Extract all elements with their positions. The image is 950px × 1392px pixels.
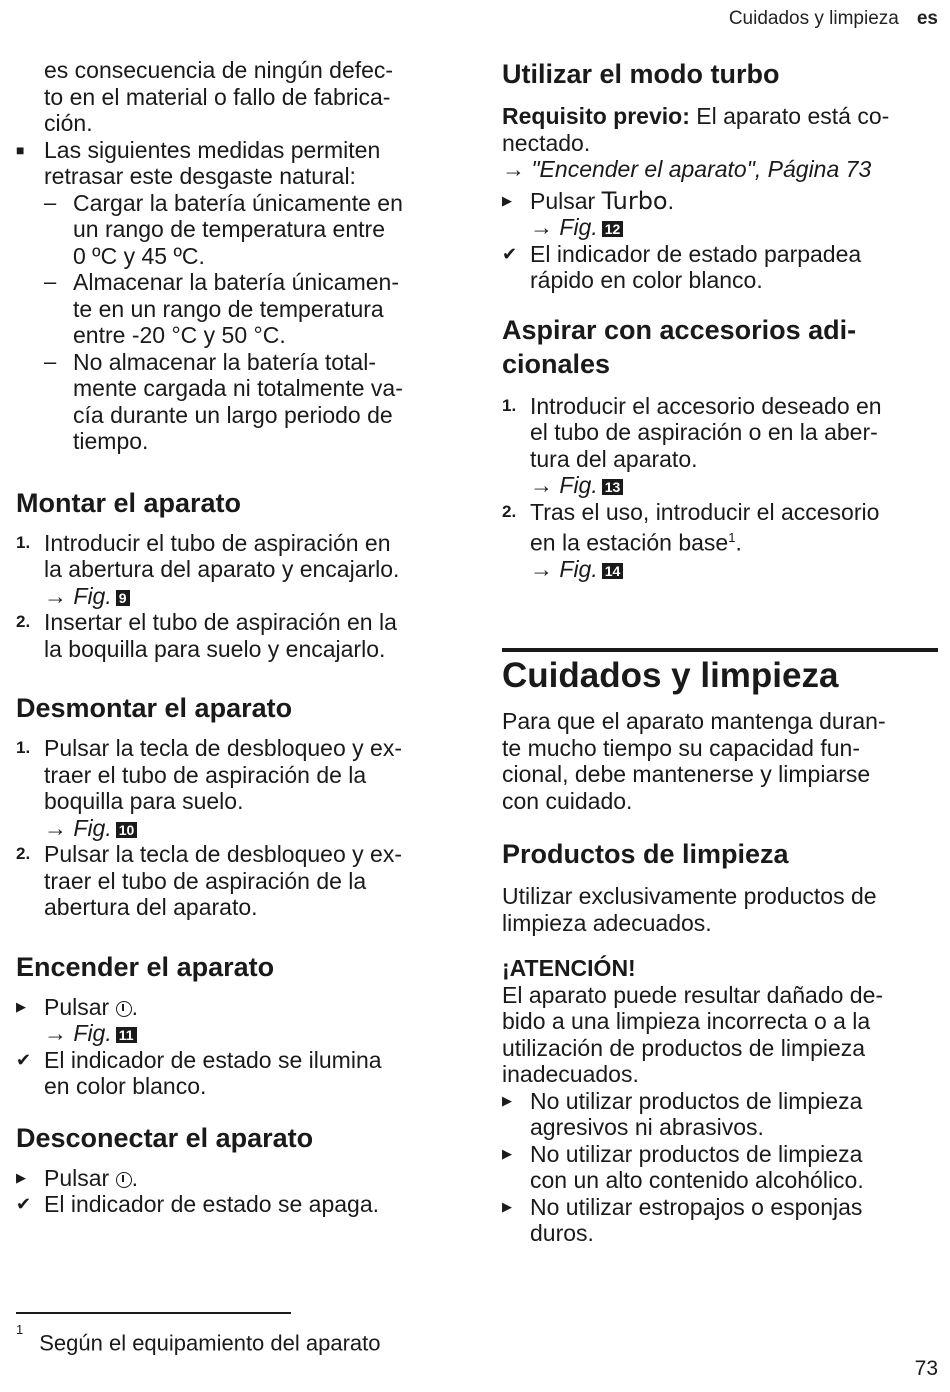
heading-turbo: Utilizar el modo turbo [502, 59, 780, 89]
step-item: 2. Pulsar la tecla de desbloqueo y ex- traer el tubo de aspiración de la abertura del aparato. [16, 841, 402, 920]
right-column-lower [502, 656, 938, 1247]
step-number: 1. [16, 738, 31, 757]
header-section: Cuidados y limpieza [728, 8, 899, 29]
step-number: 1. [16, 532, 31, 552]
arrow-icon: → [44, 814, 67, 841]
figure-badge: 10 [116, 822, 138, 838]
figure-badge: 9 [116, 590, 130, 606]
action-item: ▶ Pulsar . [16, 1164, 138, 1191]
action-triangle-icon: ▶ [16, 998, 26, 1014]
action-triangle-icon: ▶ [16, 1169, 26, 1185]
left-column [16, 57, 456, 1218]
action-triangle-icon: ▶ [502, 192, 512, 208]
warning-bullet: ▶ No utilizar estropajos o esponjas duros. [502, 1193, 863, 1246]
action-triangle-icon: ▶ [502, 1145, 512, 1161]
footnote-rule [16, 1312, 291, 1314]
warning-title: ¡ATENCIÓN! [502, 955, 636, 981]
action-item: ▶ Pulsar . → Fig. 11 [16, 994, 456, 1047]
chapter-title: Cuidados y limpieza [502, 656, 839, 695]
arrow-icon: → [530, 214, 553, 240]
right-column [502, 57, 938, 583]
checkmark-icon: ✔ [16, 1194, 32, 1214]
step-number: 1. [502, 395, 517, 415]
action-triangle-icon: ▶ [502, 1092, 512, 1108]
step-number: 2. [502, 501, 517, 521]
dash-icon: – [44, 269, 57, 294]
dash-item: – Almacenar la batería únicamen- te en un rango de temperatura entre -20 °C y 50 °C. [44, 269, 399, 348]
result-item: ✔ El indicador de estado se ilumina en color blanco. [16, 1046, 382, 1099]
checkmark-icon: ✔ [16, 1049, 32, 1070]
warning-bullet: ▶ No utilizar productos de limpieza agresivos ni abrasivos. [502, 1087, 863, 1140]
figure-reference: → Fig. 10 [44, 815, 456, 842]
heading-desconectar: Desconectar el aparato [16, 1122, 314, 1153]
dash-item: – No almacenar la batería total- mente cargada ni totalmente va- cía durante un largo periodo de tiempo. [44, 348, 403, 454]
page-number: 73 [914, 1356, 938, 1380]
step-item: 1. Introducir el tubo de aspiración en la abertura del aparato y encajarlo. → Fig. 9 [16, 530, 456, 610]
figure-badge: 12 [602, 221, 624, 237]
figure-reference: → Fig. 11 [44, 1020, 456, 1047]
step-number: 2. [16, 844, 31, 863]
continued-paragraph: es consecuencia de ningún defec- to en el material o fallo de fabrica- ción. [44, 57, 394, 136]
requirement: Requisito previo: El aparato está co- nectado. → "Encender el aparato", Página 73 [502, 103, 938, 183]
checkmark-icon: ✔ [502, 243, 518, 264]
dash-icon: – [44, 189, 57, 215]
dash-icon: – [44, 348, 57, 374]
bullet-item: ■ Las siguientes medidas permiten retrasar este desgaste natural: – Cargar la batería únicamente en un rango de temperatura entre 0 ºC y 45 ºC. – Almacenar la batería únicamen- te en un rango de temperatura entre -20 °C y 50 °C. – No almacenar la batería total- mente cargada ni totalmente va- cía durante un largo periodo de tiempo. [16, 137, 456, 455]
step-item: 1. Pulsar la tecla de desbloqueo y ex- traer el tubo de aspiración de la boquilla para suelo. → Fig. 10 [16, 735, 456, 841]
arrow-icon: → [44, 582, 67, 609]
page-reference: → "Encender el aparato", Página 73 [502, 156, 872, 182]
heading-productos: Productos de limpieza [502, 839, 789, 869]
figure-badge: 13 [602, 479, 624, 495]
page-header [729, 6, 938, 33]
footnote [16, 1322, 381, 1357]
step-item: 2. Insertar el tubo de aspiración en la la boquilla para suelo y encajarlo. [16, 609, 397, 662]
action-item: ▶ Pulsar Turbo. → Fig. 12 [502, 188, 938, 241]
turbo-label: Turbo [601, 186, 668, 215]
header-lang: es [916, 8, 938, 29]
power-icon [116, 1172, 132, 1188]
warning-block: ¡ATENCIÓN! El aparato puede resultar dañado de- bido a una limpieza incorrecta o a la utilización de productos de limpieza inadecuados. ▶ No utilizar productos de limpieza agresivos ni abrasivos. ▶ No utilizar productos de limpieza con un alto contenido alcohólico. ▶ No utilizar estropajos o esponjas duros. [502, 955, 938, 1247]
step-number: 2. [16, 612, 31, 631]
heading-desmontar: Desmontar el aparato [16, 693, 293, 723]
footnote-text: Según el equipamiento del aparato [39, 1330, 381, 1356]
result-item: ✔ El indicador de estado parpadea rápido en color blanco. [502, 240, 862, 293]
arrow-icon: → [44, 1020, 67, 1046]
step-item: 2. Tras el uso, introducir el accesorio en la estación base$^1$. → Fig. 14 [502, 499, 938, 583]
chapter-rule [502, 648, 938, 652]
step-item: 1. Introducir el accesorio deseado en el tubo de aspiración o en la aber- tura del aparato. → Fig. 13 [502, 393, 938, 499]
heading-accesorios: Aspirar con accesorios adi- cionales [502, 314, 857, 379]
figure-badge: 14 [602, 563, 624, 579]
figure-reference: → Fig. 12 [530, 214, 938, 241]
result-item: ✔ El indicador de estado se apaga. [16, 1191, 380, 1217]
action-triangle-icon: ▶ [502, 1198, 512, 1214]
productos-intro: Utilizar exclusivamente productos de limpieza adecuados. [502, 883, 877, 936]
footnote-number: 1 [16, 1322, 24, 1337]
cuidados-intro: Para que el aparato mantenga duran- te mucho tiempo su capacidad fun- cional, debe mantenerse y limpiarse con cuidado. [502, 708, 886, 814]
heading-montar: Montar el aparato [16, 487, 242, 518]
footnote-ref: 1 [728, 530, 736, 545]
arrow-icon: → [502, 156, 525, 182]
figure-badge: 11 [116, 1027, 137, 1043]
dash-item: – Cargar la batería únicamente en un rango de temperatura entre 0 ºC y 45 ºC. [44, 189, 403, 269]
power-icon [116, 1001, 132, 1017]
square-bullet-icon: ■ [16, 141, 25, 158]
arrow-icon: → [530, 472, 553, 498]
arrow-icon: → [530, 556, 553, 583]
figure-reference: → Fig. 13 [530, 472, 938, 499]
figure-reference: → Fig. 9 [44, 583, 456, 610]
heading-encender: Encender el aparato [16, 951, 275, 982]
warning-bullet: ▶ No utilizar productos de limpieza con un alto contenido alcohólico. [502, 1140, 864, 1193]
figure-reference: → Fig. 14 [530, 556, 938, 583]
